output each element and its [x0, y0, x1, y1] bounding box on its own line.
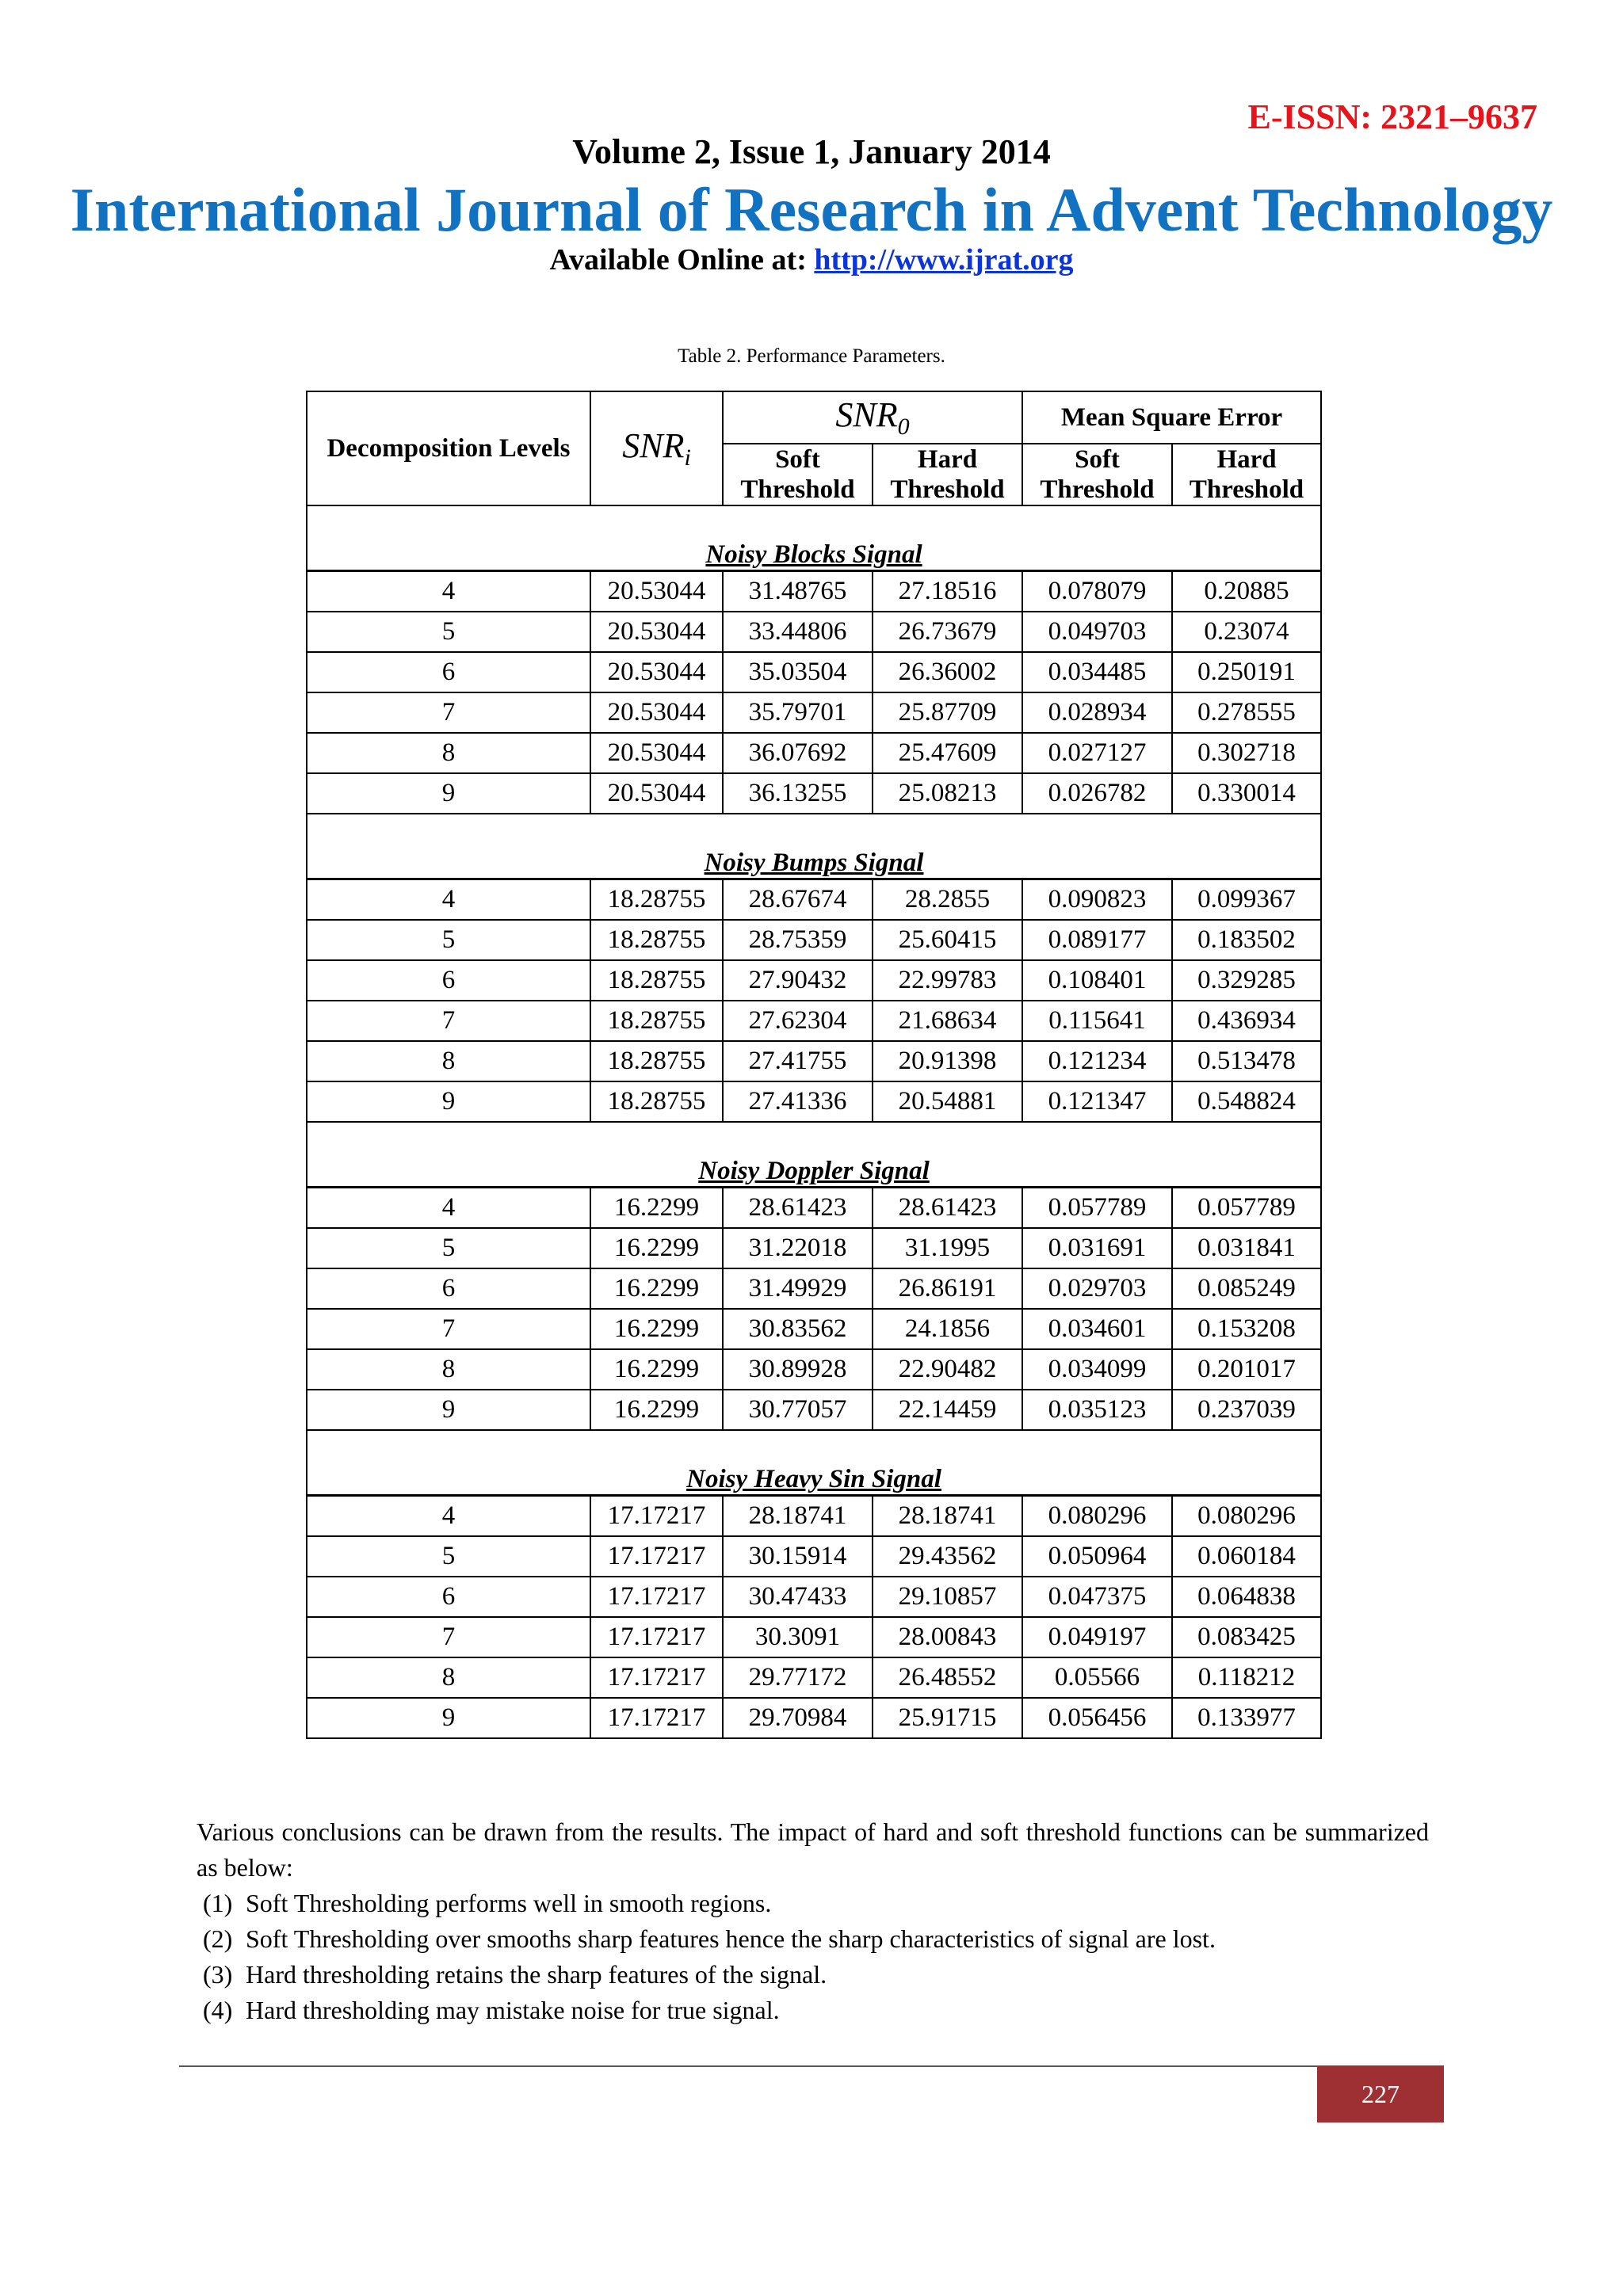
section-title: Noisy Doppler Signal — [698, 1157, 930, 1185]
header-snr0-soft: Soft Threshold — [723, 444, 873, 505]
table-cell: 0.083425 — [1172, 1617, 1321, 1657]
table-row — [307, 1268, 1321, 1309]
table-cell: 0.064838 — [1172, 1577, 1321, 1617]
table-cell: 20.53044 — [590, 733, 723, 773]
table-cell: 9 — [307, 1390, 590, 1430]
table-cell: 0.057789 — [1172, 1188, 1321, 1229]
table-cell: 0.133977 — [1172, 1698, 1321, 1738]
table-row — [307, 1001, 1321, 1041]
section-title-cell — [307, 505, 1321, 571]
table-cell: 17.17217 — [590, 1577, 723, 1617]
table-cell: 0.034099 — [1022, 1349, 1172, 1390]
table-cell: 29.43562 — [873, 1536, 1022, 1577]
table-cell: 27.18516 — [873, 571, 1022, 612]
table-row — [307, 1577, 1321, 1617]
header-decomposition-levels: Decomposition Levels — [307, 391, 590, 505]
table-cell: 17.17217 — [590, 1536, 723, 1577]
table-cell: 0.548824 — [1172, 1081, 1321, 1122]
section-title: Noisy Bumps Signal — [704, 849, 924, 877]
table-cell: 28.61423 — [873, 1188, 1022, 1229]
table-row — [307, 1536, 1321, 1577]
table-row — [307, 1081, 1321, 1122]
table-cell: 0.278555 — [1172, 692, 1321, 733]
section-title-cell — [307, 1430, 1321, 1496]
table-cell: 20.53044 — [590, 612, 723, 652]
table-cell: 25.60415 — [873, 920, 1022, 960]
table-cell: 18.28755 — [590, 1001, 723, 1041]
table-cell: 27.62304 — [723, 1001, 873, 1041]
table-cell: 0.250191 — [1172, 652, 1321, 692]
page-number: 227 — [1317, 2065, 1444, 2122]
table-cell: 22.99783 — [873, 960, 1022, 1001]
section-title-cell — [307, 814, 1321, 879]
snr-i-sub: i — [684, 444, 691, 471]
table-cell: 27.90432 — [723, 960, 873, 1001]
table-cell: 0.050964 — [1022, 1536, 1172, 1577]
table-cell: 16.2299 — [590, 1228, 723, 1268]
table-row — [307, 1657, 1321, 1698]
table-cell: 27.41336 — [723, 1081, 873, 1122]
list-item-text: Hard thresholding retains the sharp features of the signal. — [246, 1960, 827, 1989]
table-cell: 28.00843 — [873, 1617, 1022, 1657]
table-cell: 20.53044 — [590, 692, 723, 733]
journal-url-link[interactable]: http://www.ijrat.org — [814, 243, 1074, 277]
table-cell: 16.2299 — [590, 1188, 723, 1229]
table-cell: 0.121347 — [1022, 1081, 1172, 1122]
table-row — [307, 1390, 1321, 1430]
table-cell: 9 — [307, 1081, 590, 1122]
table-cell: 18.28755 — [590, 920, 723, 960]
section-title: Noisy Blocks Signal — [705, 540, 922, 569]
table-cell: 26.73679 — [873, 612, 1022, 652]
table-cell: 0.090823 — [1022, 879, 1172, 921]
table-row — [307, 879, 1321, 921]
table-cell: 0.121234 — [1022, 1041, 1172, 1081]
table-cell: 0.056456 — [1022, 1698, 1172, 1738]
list-item-number: (2) — [203, 1924, 233, 1953]
table-cell: 25.08213 — [873, 773, 1022, 814]
table-cell: 0.099367 — [1172, 879, 1321, 921]
conclusion-paragraph: Various conclusions can be drawn from the results. The impact of hard and soft threshold functions can be summarized as below: — [197, 1817, 1429, 1882]
table-cell: 29.10857 — [873, 1577, 1022, 1617]
table-cell: 26.48552 — [873, 1657, 1022, 1698]
table-cell: 7 — [307, 1309, 590, 1349]
table-cell: 16.2299 — [590, 1268, 723, 1309]
table-cell: 33.44806 — [723, 612, 873, 652]
table-cell: 0.080296 — [1022, 1496, 1172, 1537]
table-cell: 0.049703 — [1022, 612, 1172, 652]
table-cell: 0.20885 — [1172, 571, 1321, 612]
table-cell: 0.183502 — [1172, 920, 1321, 960]
table-cell: 28.67674 — [723, 879, 873, 921]
table-cell: 0.108401 — [1022, 960, 1172, 1001]
issn-label: E-ISSN: 2321–9637 — [1247, 97, 1537, 136]
table-cell: 0.034601 — [1022, 1309, 1172, 1349]
table-cell: 0.513478 — [1172, 1041, 1321, 1081]
available-label: Available Online at: — [549, 243, 807, 277]
table-cell: 25.87709 — [873, 692, 1022, 733]
table-cell: 5 — [307, 1536, 590, 1577]
table-cell: 5 — [307, 1228, 590, 1268]
table-cell: 28.61423 — [723, 1188, 873, 1229]
section-title: Noisy Heavy Sin Signal — [686, 1465, 941, 1493]
table-cell: 4 — [307, 1188, 590, 1229]
table-cell: 0.028934 — [1022, 692, 1172, 733]
table-cell: 20.53044 — [590, 773, 723, 814]
table-cell: 0.035123 — [1022, 1390, 1172, 1430]
table-cell: 0.329285 — [1172, 960, 1321, 1001]
table-cell: 29.77172 — [723, 1657, 873, 1698]
table-cell: 17.17217 — [590, 1657, 723, 1698]
table-cell: 25.91715 — [873, 1698, 1022, 1738]
table-row — [307, 773, 1321, 814]
table-row — [307, 1041, 1321, 1081]
table-row — [307, 1188, 1321, 1229]
table-cell: 31.22018 — [723, 1228, 873, 1268]
snr-0-base: SNR — [835, 395, 898, 435]
table-cell: 36.07692 — [723, 733, 873, 773]
table-cell: 27.41755 — [723, 1041, 873, 1081]
header-snr-i — [590, 391, 723, 505]
snr-i-base: SNR — [622, 426, 685, 466]
table-cell: 0.330014 — [1172, 773, 1321, 814]
table-cell: 6 — [307, 652, 590, 692]
table-cell: 4 — [307, 879, 590, 921]
table-cell: 0.057789 — [1022, 1188, 1172, 1229]
table-cell: 0.049197 — [1022, 1617, 1172, 1657]
table-cell: 30.3091 — [723, 1617, 873, 1657]
table-cell: 6 — [307, 960, 590, 1001]
table-cell: 20.54881 — [873, 1081, 1022, 1122]
section-title-cell — [307, 1122, 1321, 1188]
table-cell: 20.53044 — [590, 571, 723, 612]
table-cell: 8 — [307, 733, 590, 773]
list-item-number: (3) — [203, 1960, 233, 1989]
table-cell: 0.115641 — [1022, 1001, 1172, 1041]
conclusion-list — [203, 1886, 1216, 2028]
table-row — [307, 920, 1321, 960]
table-cell: 7 — [307, 1001, 590, 1041]
table-cell: 30.47433 — [723, 1577, 873, 1617]
table-cell: 21.68634 — [873, 1001, 1022, 1041]
table-cell: 0.034485 — [1022, 652, 1172, 692]
table-cell: 0.085249 — [1172, 1268, 1321, 1309]
table-row — [307, 1228, 1321, 1268]
performance-table-wrapper — [306, 391, 1320, 1739]
table-row — [307, 652, 1321, 692]
table-cell: 17.17217 — [590, 1496, 723, 1537]
table-cell: 35.79701 — [723, 692, 873, 733]
table-cell: 26.86191 — [873, 1268, 1022, 1309]
table-cell: 31.1995 — [873, 1228, 1022, 1268]
section-header-row — [307, 1122, 1321, 1188]
table-cell: 36.13255 — [723, 773, 873, 814]
header-snr0-hard: Hard Threshold — [873, 444, 1022, 505]
table-cell: 0.089177 — [1022, 920, 1172, 960]
table-cell: 30.83562 — [723, 1309, 873, 1349]
table-cell: 8 — [307, 1041, 590, 1081]
table-cell: 0.302718 — [1172, 733, 1321, 773]
footer-rule — [179, 2065, 1444, 2067]
availability-line — [0, 242, 1623, 277]
table-row — [307, 1309, 1321, 1349]
table-cell: 22.14459 — [873, 1390, 1022, 1430]
table-cell: 0.201017 — [1172, 1349, 1321, 1390]
table-caption: Table 2. Performance Parameters. — [678, 345, 945, 367]
table-cell: 8 — [307, 1657, 590, 1698]
table-cell: 0.027127 — [1022, 733, 1172, 773]
list-item — [203, 1921, 1216, 1957]
list-item — [203, 1886, 1216, 1921]
journal-title: International Journal of Research in Advent Technology — [70, 175, 1553, 244]
table-cell: 0.436934 — [1172, 1001, 1321, 1041]
table-cell: 0.153208 — [1172, 1309, 1321, 1349]
list-item — [203, 1957, 1216, 1993]
table-cell: 28.18741 — [873, 1496, 1022, 1537]
table-cell: 28.18741 — [723, 1496, 873, 1537]
section-header-row — [307, 814, 1321, 879]
table-cell: 5 — [307, 920, 590, 960]
table-cell: 0.047375 — [1022, 1577, 1172, 1617]
table-row — [307, 1698, 1321, 1738]
volume-issue: Volume 2, Issue 1, January 2014 — [572, 132, 1051, 171]
table-cell: 4 — [307, 571, 590, 612]
table-cell: 0.080296 — [1172, 1496, 1321, 1537]
table-cell: 18.28755 — [590, 1081, 723, 1122]
table-cell: 28.2855 — [873, 879, 1022, 921]
table-cell: 20.53044 — [590, 652, 723, 692]
table-row — [307, 1496, 1321, 1537]
table-cell: 0.237039 — [1172, 1390, 1321, 1430]
table-cell: 7 — [307, 1617, 590, 1657]
table-row — [307, 1617, 1321, 1657]
table-cell: 26.36002 — [873, 652, 1022, 692]
list-item-number: (1) — [203, 1889, 233, 1917]
section-header-row — [307, 1430, 1321, 1496]
table-row — [307, 692, 1321, 733]
table-cell: 0.031841 — [1172, 1228, 1321, 1268]
table-cell: 30.89928 — [723, 1349, 873, 1390]
table-cell: 0.078079 — [1022, 571, 1172, 612]
table-cell: 30.15914 — [723, 1536, 873, 1577]
section-header-row — [307, 505, 1321, 571]
table-cell: 17.17217 — [590, 1698, 723, 1738]
table-cell: 0.029703 — [1022, 1268, 1172, 1309]
table-cell: 0.05566 — [1022, 1657, 1172, 1698]
table-cell: 9 — [307, 773, 590, 814]
table-cell: 5 — [307, 612, 590, 652]
table-cell: 0.23074 — [1172, 612, 1321, 652]
table-cell: 0.118212 — [1172, 1657, 1321, 1698]
table-cell: 28.75359 — [723, 920, 873, 960]
table-cell: 16.2299 — [590, 1349, 723, 1390]
table-cell: 25.47609 — [873, 733, 1022, 773]
table-body — [307, 505, 1321, 1738]
list-item-text: Hard thresholding may mistake noise for true signal. — [246, 1996, 780, 2024]
list-item — [203, 1993, 1216, 2028]
table-cell: 30.77057 — [723, 1390, 873, 1430]
list-item-text: Soft Thresholding performs well in smooth regions. — [246, 1889, 772, 1917]
table-cell: 0.031691 — [1022, 1228, 1172, 1268]
table-row — [307, 1349, 1321, 1390]
table-cell: 35.03504 — [723, 652, 873, 692]
table-cell: 0.060184 — [1172, 1536, 1321, 1577]
table-row — [307, 571, 1321, 612]
table-row — [307, 733, 1321, 773]
header-snr-0 — [723, 391, 1022, 444]
table-cell: 20.91398 — [873, 1041, 1022, 1081]
list-item-text: Soft Thresholding over smooths sharp features hence the sharp characteristics of signal are lost. — [246, 1924, 1216, 1953]
table-cell: 18.28755 — [590, 960, 723, 1001]
table-cell: 31.49929 — [723, 1268, 873, 1309]
header-mse: Mean Square Error — [1022, 391, 1321, 444]
performance-table — [306, 391, 1322, 1739]
table-cell: 4 — [307, 1496, 590, 1537]
table-cell: 18.28755 — [590, 879, 723, 921]
snr-0-sub: 0 — [897, 413, 910, 440]
table-cell: 9 — [307, 1698, 590, 1738]
table-row — [307, 612, 1321, 652]
table-cell: 0.026782 — [1022, 773, 1172, 814]
table-cell: 8 — [307, 1349, 590, 1390]
header-mse-soft: Soft Threshold — [1022, 444, 1172, 505]
table-row — [307, 960, 1321, 1001]
table-cell: 17.17217 — [590, 1617, 723, 1657]
table-cell: 6 — [307, 1268, 590, 1309]
table-cell: 16.2299 — [590, 1309, 723, 1349]
table-cell: 29.70984 — [723, 1698, 873, 1738]
table-cell: 31.48765 — [723, 571, 873, 612]
table-cell: 18.28755 — [590, 1041, 723, 1081]
table-cell: 24.1856 — [873, 1309, 1022, 1349]
list-item-number: (4) — [203, 1996, 233, 2024]
table-cell: 22.90482 — [873, 1349, 1022, 1390]
table-cell: 7 — [307, 692, 590, 733]
table-cell: 6 — [307, 1577, 590, 1617]
table-cell: 16.2299 — [590, 1390, 723, 1430]
header-mse-hard: Hard Threshold — [1172, 444, 1321, 505]
